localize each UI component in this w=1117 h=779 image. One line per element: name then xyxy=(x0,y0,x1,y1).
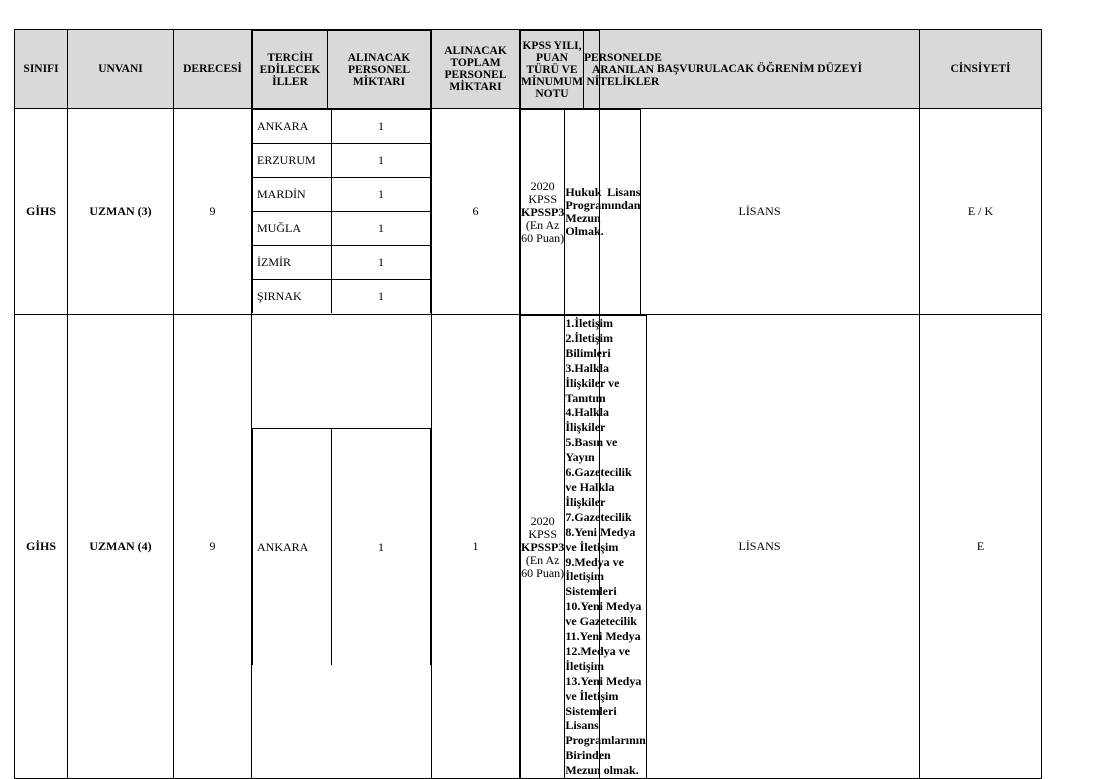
header-tercih-alinacak xyxy=(252,30,432,109)
header-kpss-nitelik xyxy=(520,30,662,109)
nitelik-item: 6.Gazetecilik ve Halkla İlişkiler xyxy=(565,465,632,509)
nitelik-item: 11.Yeni Medya xyxy=(565,629,641,644)
nitelik-item: 13.Yeni Medya ve İletişim Sistemleri xyxy=(565,673,642,718)
city-count: 1 xyxy=(332,178,431,212)
personnel-table xyxy=(14,29,1117,779)
cell-kpss-nitelik xyxy=(520,109,641,315)
header-cinsiyet: CİNSİYETİ xyxy=(920,30,1042,109)
city-count: 1 xyxy=(332,429,431,666)
city-row xyxy=(253,280,431,314)
cell-toplam: 1 xyxy=(432,315,520,779)
cell-cities xyxy=(252,315,432,779)
cell-cinsiyet: E / K xyxy=(920,109,1042,315)
table-row xyxy=(15,109,1117,315)
city-row xyxy=(253,212,431,246)
cell-toplam: 6 xyxy=(432,109,520,315)
cell-sinifi: GİHS xyxy=(15,315,68,779)
city-count: 1 xyxy=(332,212,431,246)
city-row xyxy=(253,429,431,666)
header-alinacak: ALINACAK PERSONEL MİKTARI xyxy=(328,31,431,109)
nitelik-item: 12.Medya ve İletişim xyxy=(565,643,630,673)
city-name: MARDİN xyxy=(253,178,332,212)
city-name: ANKARA xyxy=(253,429,332,666)
city-name: ANKARA xyxy=(253,110,332,144)
cell-nitelik: Hukuk Lisans Programından Mezun Olmak. xyxy=(565,110,641,315)
kpss-type: KPSSP3 xyxy=(521,539,565,554)
nitelik-item: 9.Medya ve İletişim Sistemleri xyxy=(565,554,624,599)
city-count: 1 xyxy=(332,110,431,144)
city-row xyxy=(253,144,431,178)
cell-cities xyxy=(252,109,432,315)
city-name: ŞIRNAK xyxy=(253,280,332,314)
cell-kpss-nitelik xyxy=(520,315,646,779)
cell-duzey: LİSANS xyxy=(600,315,920,779)
table-row xyxy=(15,315,1117,779)
header-toplam: ALINACAK TOPLAM PERSONEL MİKTARI xyxy=(432,30,520,109)
cell-kpss xyxy=(521,316,565,779)
city-name: ERZURUM xyxy=(253,144,332,178)
nitelik-item: 10.Yeni Medya ve Gazetecilik xyxy=(565,599,642,629)
cell-sinifi: GİHS xyxy=(15,109,68,315)
city-row xyxy=(253,246,431,280)
cell-derecesi: 9 xyxy=(174,315,252,779)
kpss-type: KPSSP3 xyxy=(521,204,565,219)
header-kpss: KPSS YILI, PUAN TÜRÜ VE MİNUMUM NOTU xyxy=(521,31,584,109)
city-name: MUĞLA xyxy=(253,212,332,246)
header-row xyxy=(15,30,1117,109)
nitelik-item: 1.İletişim xyxy=(565,316,614,330)
nitelik-item: 3.Halkla İlişkiler ve Tanıtım xyxy=(565,360,620,405)
nitelik-item: 2.İletişim Bilimleri xyxy=(565,330,614,360)
city-name: İZMİR xyxy=(253,246,332,280)
header-derecesi: DERECESİ xyxy=(174,30,252,109)
kpss-min: (En Az 60 Puan) xyxy=(521,552,565,580)
cell-kpss xyxy=(521,110,565,315)
header-tercih: TERCİH EDİLECEK İLLER xyxy=(253,31,328,109)
header-sinifi: SINIFI xyxy=(15,30,68,109)
nitelik-item: 4.Halkla İlişkiler xyxy=(565,405,610,435)
cell-cinsiyet: E xyxy=(920,315,1042,779)
city-count: 1 xyxy=(332,280,431,314)
header-duzey: BAŞVURULACAK ÖĞRENİM DÜZEYİ xyxy=(600,30,920,109)
nitelik-item: 7.Gazetecilik xyxy=(565,509,632,524)
city-count: 1 xyxy=(332,246,431,280)
cell-unvani: UZMAN (4) xyxy=(68,315,174,779)
cell-unvani: UZMAN (3) xyxy=(68,109,174,315)
header-unvani: UNVANI xyxy=(68,30,174,109)
nitelik-item: 8.Yeni Medya ve İletişim xyxy=(565,524,636,554)
nitelik-item: 5.Basın ve Yayın xyxy=(565,435,618,465)
nitelik-item: Lisans Programlarının Birinden Mezun olmak. xyxy=(565,718,646,778)
kpss-min: (En Az 60 Puan) xyxy=(521,217,565,245)
city-row xyxy=(253,110,431,144)
cell-derecesi: 9 xyxy=(174,109,252,315)
kpss-year: 2020 KPSS xyxy=(528,513,558,541)
city-count: 1 xyxy=(332,144,431,178)
city-row xyxy=(253,178,431,212)
cell-duzey: LİSANS xyxy=(600,109,920,315)
header-nitelik: PERSONELDE ARANILAN NİTELİKLER xyxy=(583,31,662,109)
kpss-year: 2020 KPSS xyxy=(528,178,558,206)
